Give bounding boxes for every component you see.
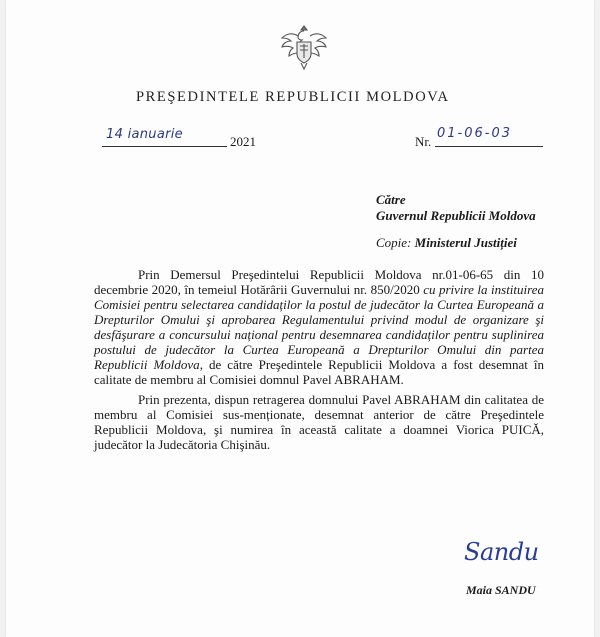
date-field [102,129,262,151]
coat-of-arms-icon [274,22,334,72]
date-year: 2021 [230,134,256,149]
signer-name: Maia SANDU [466,583,536,597]
letter-body [94,267,544,452]
paragraph-1-decision-title: cu privire la instituirea Comisiei pentru selectarea candidaților la postul de judecător la Curtea Europeană a Drepturilor Omului şi aprobarea Regulamentului privind modul de organizare şi desfăşurare a concursului național pentru desemnarea candidaților pentru suplinirea postului de judecător la Curtea Europeană a Drepturilor Omului din partea Republicii Moldova [94,282,544,372]
recipient-label: Către [376,192,406,207]
nr-underline [435,146,543,147]
recipient-block [376,192,536,224]
copy-recipient: Ministerul Justiției [414,235,517,250]
date-handwritten: 14 ianuarie [106,127,183,142]
date-underline [102,146,227,147]
institution-title: PREŞEDINTELE REPUBLICII MOLDOVA [136,89,450,105]
nr-handwritten: 01-06-03 [437,126,513,141]
recipient-name: Guvernul Republicii Moldova [376,208,536,223]
copy-line [376,235,517,251]
paragraph-1 [94,267,544,387]
registry-number-field [415,126,545,151]
copy-label: Copie: [376,235,412,250]
document-page [6,0,594,637]
handwritten-signature: Sandu [464,538,539,566]
nr-label: Nr. [415,134,432,149]
paragraph-2: Prin prezenta, dispun retragerea domnului Pavel ABRAHAM din calitatea de membru al Comisiei sus-menționate, desemnat anterior de către Preşedintele Republicii Moldova, şi numirea în această calitate a doamnei Viorica PUICĂ, judecător la Judecătoria Chişinău. [94,392,544,452]
paragraph-1-end: , de către Preşedintele Republicii Moldova a fost desemnat în calitate de membru al Comisiei domnul Pavel ABRAHAM. [94,357,544,387]
paragraph-1-start: Prin Demersul Preşedintelui Republicii Moldova nr.01-06-65 din 10 decembrie 2020, în temeiul Hotărârii Guvernului nr. 850/2020 [94,267,544,297]
